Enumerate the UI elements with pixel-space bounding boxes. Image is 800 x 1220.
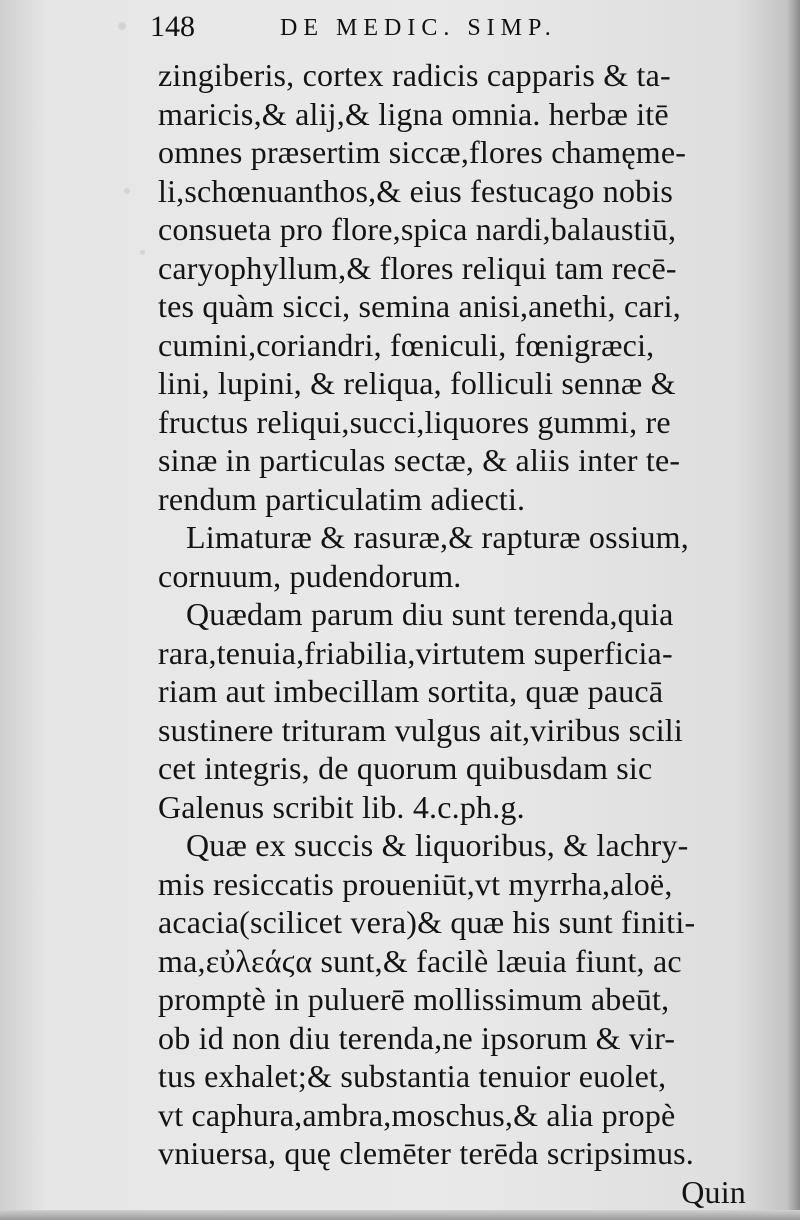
text-line: sustinere trituram vulgus ait,viribus scili: [158, 711, 683, 748]
running-header: [150, 10, 630, 44]
text-line: fructus reliqui,succi,liquores gummi, re: [158, 403, 671, 440]
paragraph-start-line: Quæ ex succis & liquoribus, & lachry-: [186, 827, 689, 863]
text-line: zingiberis, cortex radicis capparis & ta-: [158, 57, 671, 93]
ink-speck: [140, 250, 145, 255]
text-line: caryophyllum,& flores reliqui tam recē-: [158, 249, 677, 286]
text-line: vt caphura,ambra,moschus,& alia propè: [158, 1096, 676, 1133]
text-line: li,schœnuanthos,& eius festucago nobis: [158, 172, 674, 209]
text-line: ma,εὐλεάϛα sunt,& facilè læuia fiunt, ac: [158, 942, 682, 979]
page-bottom-shadow: [0, 1210, 800, 1220]
text-line: cet integris, de quorum quibusdam sic: [158, 750, 653, 786]
page-number: 148: [150, 10, 195, 43]
text-line: mis resiccatis proueniūt,vt myrrha,aloë,: [158, 865, 673, 902]
text-line: riam aut imbecillam sortita, quæ paucā: [158, 673, 664, 709]
ink-speck: [118, 22, 126, 30]
text-line: tes quàm sicci, semina anisi,anethi, cari,: [158, 288, 681, 324]
paragraph-start-line: Quædam parum diu sunt terenda,quia: [186, 596, 674, 632]
page-edge-shadow: [786, 0, 800, 1220]
text-line: promptè in puluerē mollissimum abeūt,: [158, 981, 670, 1017]
text-line: lini, lupini, & reliqua, folliculi sennæ &: [158, 365, 676, 401]
ink-speck: [124, 188, 130, 194]
text-line: maricis,& alij,& ligna omnia. herbæ itē: [158, 95, 669, 132]
text-line: cornuum, pudendorum.: [158, 557, 462, 594]
text-line: tus exhalet;& substantia tenuior euolet,: [158, 1058, 667, 1094]
body-text: [158, 56, 748, 1211]
catchword: Quin: [681, 1173, 746, 1210]
running-title: DE MEDIC. SIMP.: [280, 15, 557, 41]
text-line: cumini,coriandri, fœniculi, fœnigræci,: [158, 326, 655, 363]
text-line: rara,tenuia,friabilia,virtutem superficia-: [158, 634, 673, 671]
text-line: rendum particulatim adiecti.: [158, 480, 526, 517]
text-line: omnes præsertim siccæ,flores chamęme-: [158, 134, 687, 170]
paragraph-start-line: Limaturæ & rasuræ,& rapturæ ossium,: [186, 519, 689, 555]
text-line: vniuersa, quę clemēter terēda scripsimus.: [158, 1135, 694, 1171]
text-line: acacia(scilicet vera)& quæ his sunt finiti-: [158, 904, 696, 940]
text-line: consueta pro flore,spica nardi,balaustiū,: [158, 211, 677, 247]
text-line: sinæ in particulas sectæ, & aliis inter te-: [158, 442, 681, 478]
text-line: ob id non diu terenda,ne ipsorum & vir-: [158, 1019, 676, 1056]
text-line: Galenus scribit lib. 4.c.ph.g.: [158, 788, 525, 825]
